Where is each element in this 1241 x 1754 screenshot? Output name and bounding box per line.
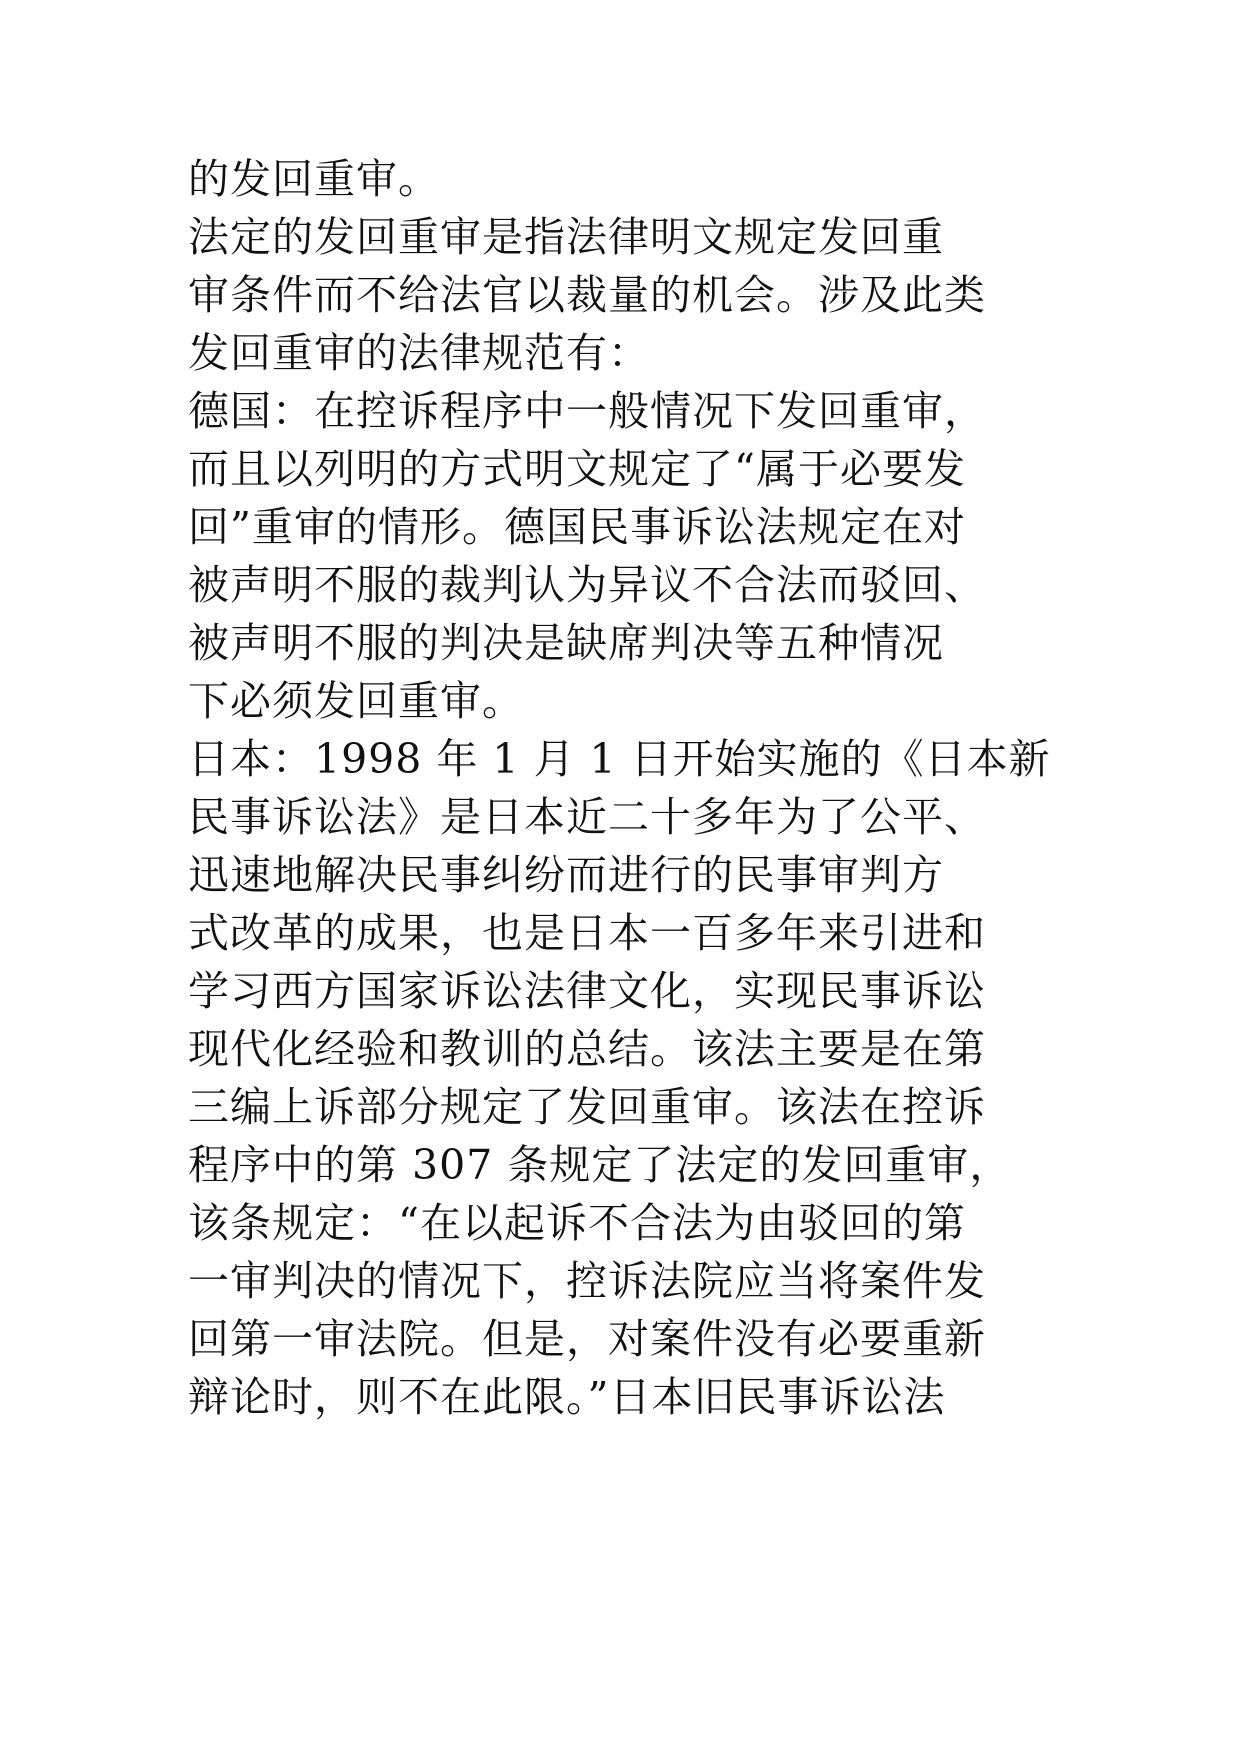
text-line: 迅速地解决民事纠纷而进行的民事审判方 <box>188 851 944 899</box>
text-line: 该条规定：“在以起诉不合法为由驳回的第 <box>188 1199 966 1247</box>
text-line: 回第一审法院。但是，对案件没有必要重新 <box>188 1315 986 1363</box>
text-line: 一审判决的情况下，控诉法院应当将案件发 <box>188 1257 986 1305</box>
text-line: 民事诉讼法》是日本近二十多年为了公平、 <box>188 793 986 841</box>
text-line: 的发回重审。 <box>188 155 440 203</box>
text-line: 回”重审的情形。德国民事诉讼法规定在对 <box>188 503 966 551</box>
text-line: 被声明不服的判决是缺席判决等五种情况 <box>188 619 944 667</box>
text-line: 被声明不服的裁判认为异议不合法而驳回、 <box>188 561 986 609</box>
body-text <box>188 150 1088 1426</box>
text-line: 审条件而不给法官以裁量的机会。涉及此类 <box>188 271 986 319</box>
text-line: 德国：在控诉程序中一般情况下发回重审， <box>188 387 986 435</box>
text-line: 日本：1998 年 1 月 1 日开始实施的《日本新 <box>188 735 1051 783</box>
text-line: 下必须发回重审。 <box>188 677 524 725</box>
text-line: 三编上诉部分规定了发回重审。该法在控诉 <box>188 1083 986 1131</box>
text-line: 学习西方国家诉讼法律文化，实现民事诉讼 <box>188 967 986 1015</box>
text-line: 程序中的第 307 条规定了法定的发回重审， <box>188 1141 1012 1189</box>
text-line: 现代化经验和教训的总结。该法主要是在第 <box>188 1025 986 1073</box>
text-line: 式改革的成果，也是日本一百多年来引进和 <box>188 909 986 957</box>
text-line: 法定的发回重审是指法律明文规定发回重 <box>188 213 944 261</box>
text-line: 辩论时，则不在此限。”日本旧民事诉讼法 <box>188 1373 946 1421</box>
text-line: 而且以列明的方式明文规定了“属于必要发 <box>188 445 966 493</box>
text-line: 发回重审的法律规范有： <box>188 329 650 377</box>
